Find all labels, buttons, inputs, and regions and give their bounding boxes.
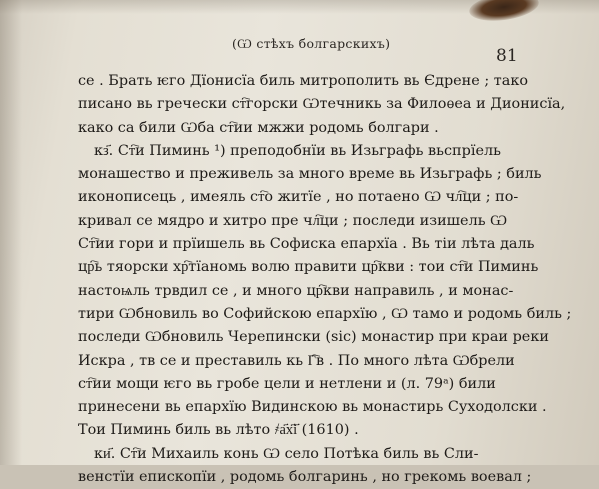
text-line: иконописець , имеяль ст҇о житїе , но потаено Ѡ чл҇ци ; по- bbox=[78, 189, 519, 206]
text-line: тири Ѡбновиль во Софийскою епархїю , Ѡ тамо и родомь биль ; bbox=[78, 305, 572, 322]
text-line: Ст҇ии гори и прїишель вь Софиска епархїа . Вь тіи лѣта даль bbox=[78, 236, 535, 253]
text-line: последи Ѡбновиль Черепински (sic) монастир при краи реки bbox=[78, 329, 549, 346]
page-number: 81 bbox=[496, 46, 518, 66]
text-line: Тои Пиминь биль вь лѣто ҂а҃х҃і҃ (1610) . bbox=[78, 422, 359, 439]
text-line: писано вь гречески ст҇горски Ѡтечникь за Филоѳеа и Дионисїа, bbox=[78, 96, 566, 113]
text-line: цр҇ь тяорски хр҇тїаномь волю правити цр҇кви : тои ст҇и Пиминь bbox=[78, 259, 539, 276]
text-line: монашество и преживель за много време вь Изьграфь ; биль bbox=[78, 166, 542, 183]
text-line: се . Брать ѥго Дїонисїа биль митрополить вь Єдрене ; тако bbox=[78, 73, 528, 89]
text-line: настоѩль трвдил се , и много цр҇кви направиль , и монас- bbox=[78, 282, 514, 299]
text-line: принесени вь епархїю Видинскою вь монастирь Суходолски . bbox=[78, 399, 547, 416]
page-edge-shadow bbox=[0, 0, 22, 465]
text-line: венстїи епископїи , родомь болгаринь , но грекомь воевал ; bbox=[78, 469, 532, 486]
text-line: како са били Ѡба ст҇ии мжжи родомь болгари . bbox=[78, 119, 439, 136]
paragraph-start-line: кз҃. Ст҇и Пиминь ¹) преподобнїи вь Изьграфь вьспрїель bbox=[94, 142, 501, 159]
text-line: Искра , тв се и преставиль кь Г҇в . По много лѣта Ѡбрели bbox=[78, 352, 515, 369]
body-text bbox=[78, 70, 572, 489]
text-line: ст҇ии мощи ѥго вь гробе цели и нетлени и (л. 79ᵃ) били bbox=[78, 375, 496, 392]
text-line: кривал се мядро и хитро пре чл҇ци ; последи изишель Ѡ bbox=[78, 212, 507, 229]
running-title: (Ѡ стѣхъ болгарскихъ) bbox=[232, 36, 391, 51]
binding-shadow bbox=[468, 0, 541, 25]
paragraph-start-line: ки҃. Ст҇и Михаиль конь Ѡ село Потѣка биль вь Сли- bbox=[94, 445, 479, 462]
